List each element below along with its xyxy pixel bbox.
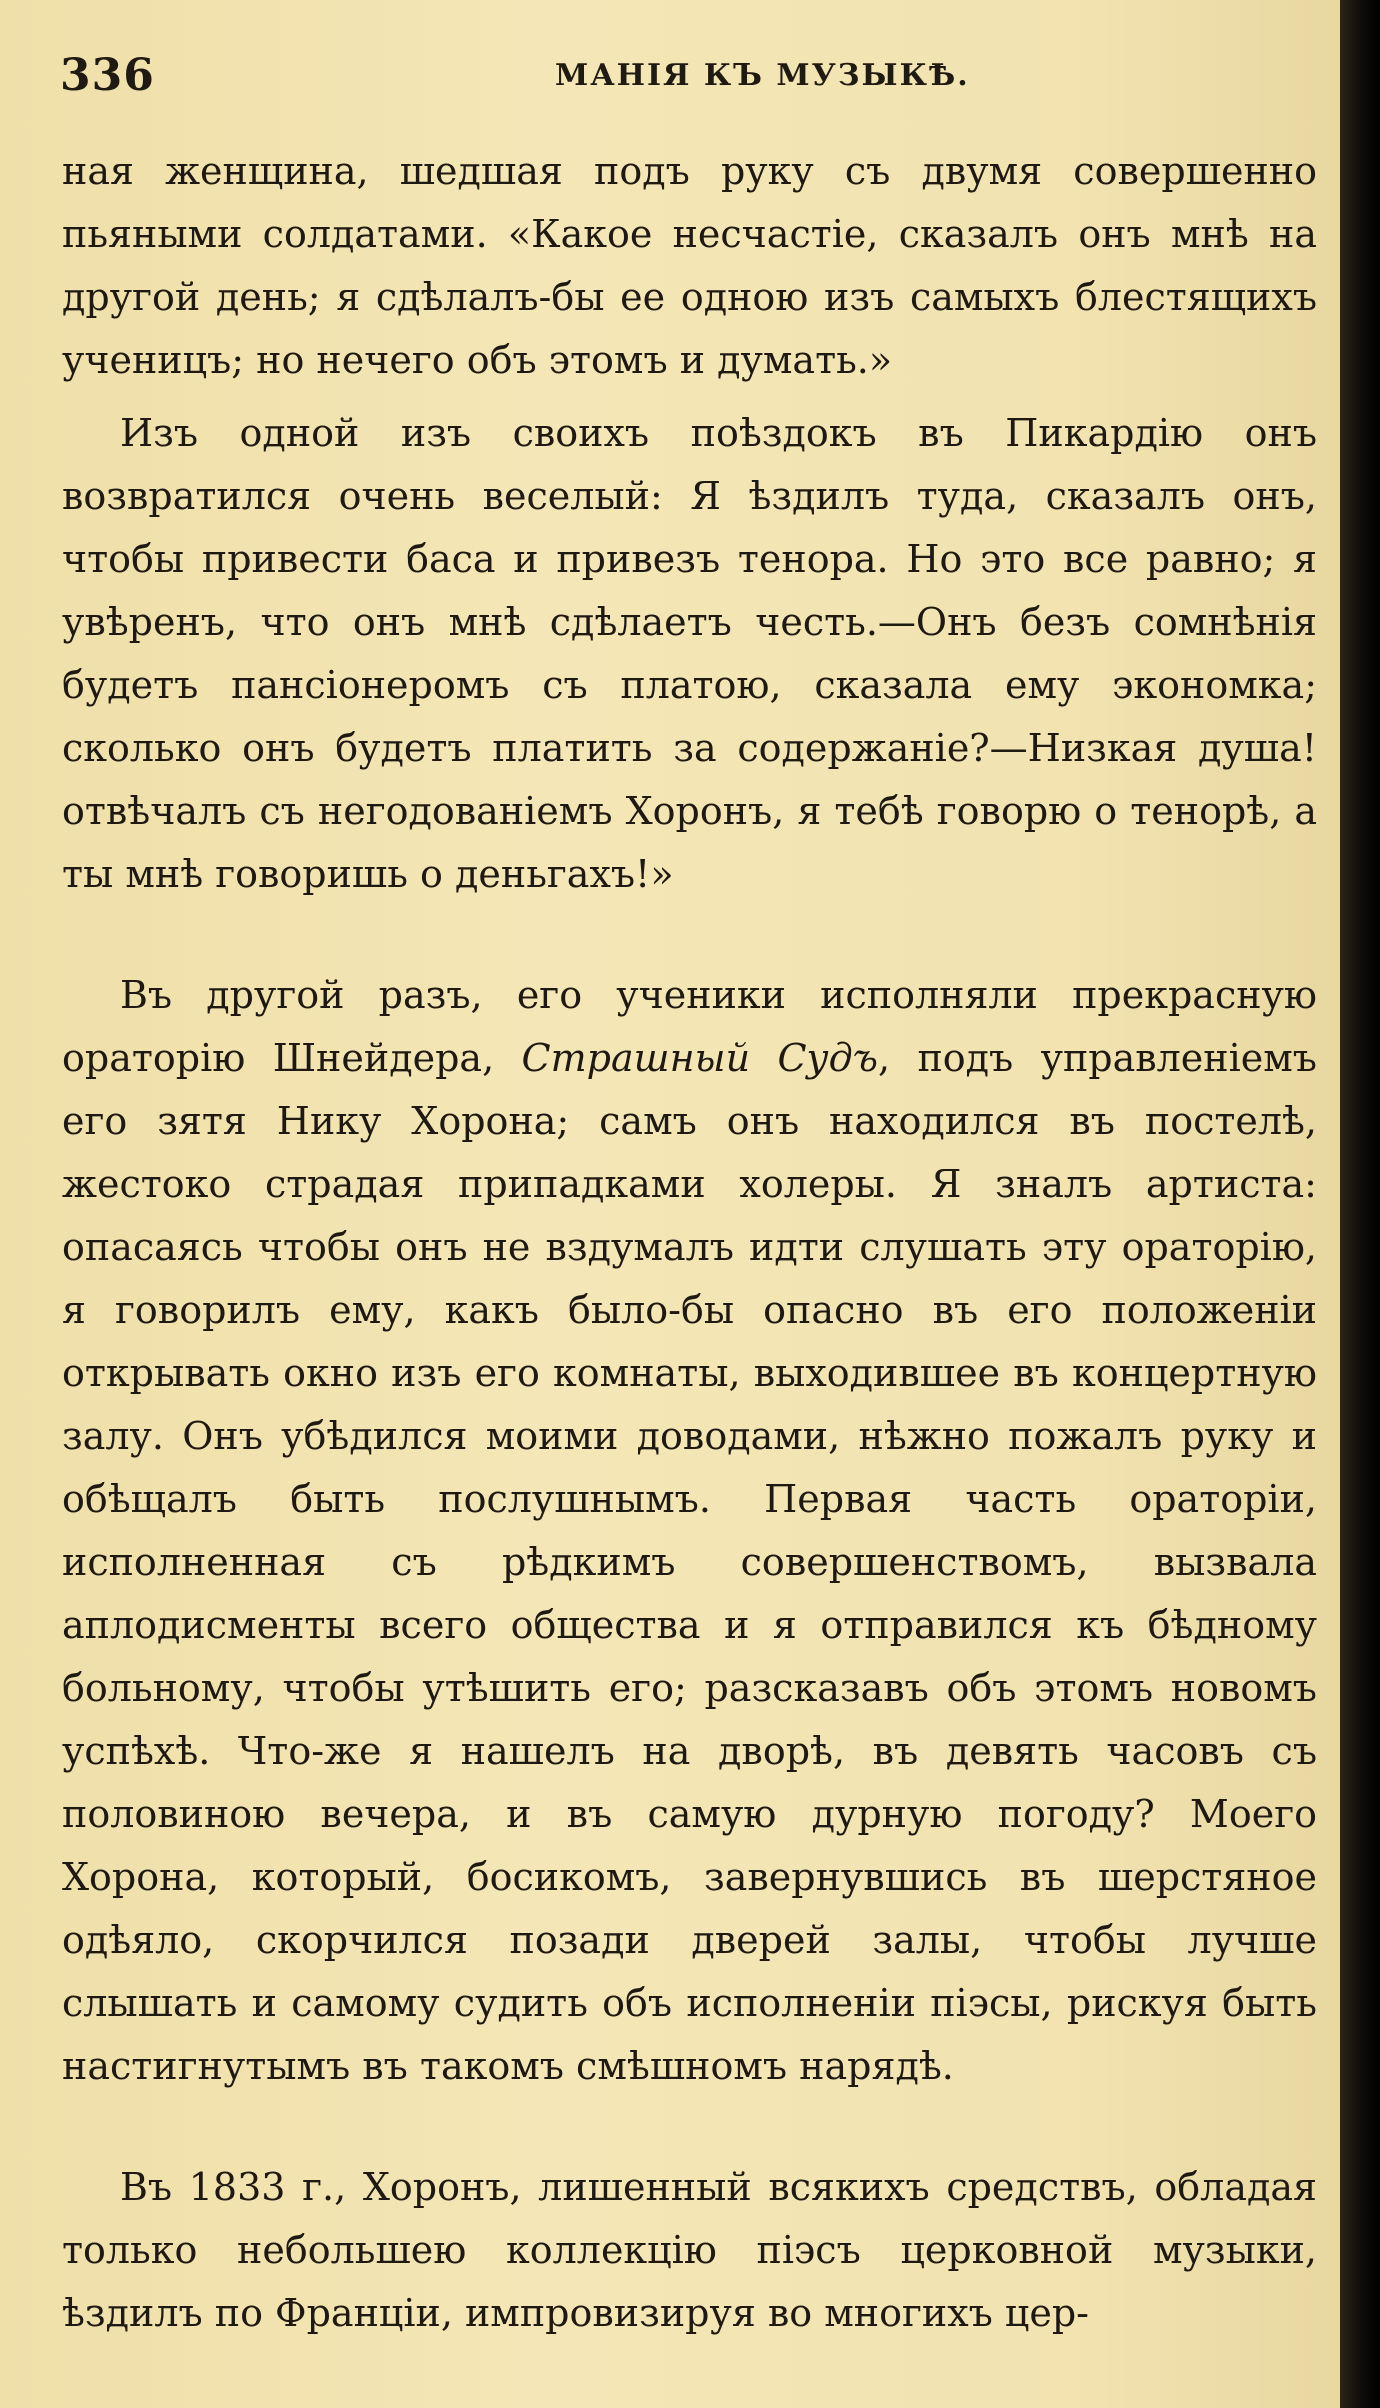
oratorio-text-rest: , подъ управленіемъ его зятя Нику Хорона; самъ онъ находился въ постелѣ, жестоко страдая припадками холеры. Я зналъ артиста: опасаясь чтобы онъ не вздумалъ идти слушать эту ораторію, я говорилъ ему, какъ было-бы опасно въ его положеніи открывать окно изъ его комнаты, выходившее въ концертную залу. Онъ убѣдился моими доводами, нѣжно пожалъ руку и обѣщалъ быть послушнымъ. Первая часть ораторіи, исполненная съ рѣдкимъ совершенствомъ, вызвала аплодисменты всего общества и я отправился къ бѣдному больному, чтобы утѣшить его; разсказавъ объ этомъ новомъ успѣхѣ. Что-же я нашелъ на дворѣ, въ девять часовъ съ половиною вечера, и въ самую дурную погоду? Моего Хорона, который, босикомъ, завернувшись въ шерстяное одѣяло, скорчился позади дверей залы, чтобы лучше слышать и самому судить объ исполненіи піэсы, рискуя быть настигнутымъ въ такомъ смѣшномъ нарядѣ. [62, 1036, 1317, 2088]
page-header [60, 50, 1310, 110]
body-text [62, 140, 1317, 2345]
paragraph-oratorio [62, 964, 1317, 2098]
running-title: МАНІЯ КЪ МУЗЫКѢ. [555, 58, 970, 93]
page-number: 336 [60, 50, 155, 101]
paragraph-1833: Въ 1833 г., Хоронъ, лишенный всякихъ средствъ, обладая только небольшею коллекцію піэсъ церковной музыки, ѣздилъ по Франціи, импровизируя во многихъ цер- [62, 2165, 1317, 2335]
oratorio-text-start: Въ другой разъ, его ученики исполняли прекрасную ораторію Шнейдера, [62, 973, 1317, 1080]
paragraph-continuation: ная женщина, шедшая подъ руку съ двумя совершенно пьяными солдатами. «Какое несчастіе, сказалъ онъ мнѣ на другой день; я сдѣлалъ-бы ее одною изъ самыхъ блестящихъ ученицъ; но нечего объ этомъ и думать.» [62, 149, 1317, 382]
page-edge-shadow [1340, 0, 1380, 2408]
paragraph-picardy-trip: Изъ одной изъ своихъ поѣздокъ въ Пикардію онъ возвратился очень веселый: Я ѣздилъ туда, сказалъ онъ, чтобы привести баса и привезъ тенора. Но это все равно; я увѣренъ, что онъ мнѣ сдѣлаетъ честь.—Онъ безъ сомнѣнія будетъ пансіонеромъ съ платою, сказала ему экономка; сколько онъ будетъ платить за содержаніе?—Низкая душа! отвѣчалъ съ негодованіемъ Хоронъ, я тебѣ говорю о тенорѣ, а ты мнѣ говоришь о деньгахъ!» [62, 411, 1317, 896]
oratorio-title: Страшный Судъ [521, 1036, 878, 1080]
